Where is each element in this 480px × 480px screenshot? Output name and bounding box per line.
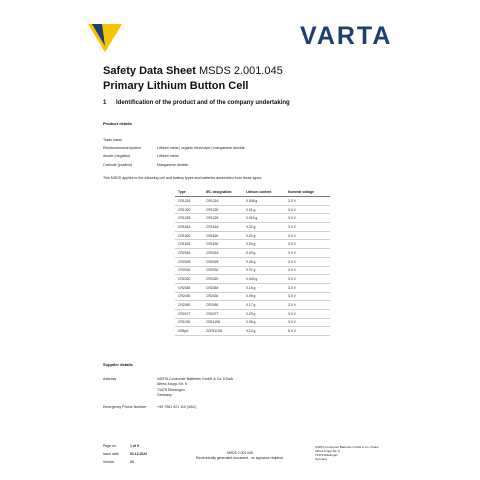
nominal-voltage: 3.0 V	[286, 275, 330, 284]
iec-designation: CR2450	[204, 301, 244, 310]
column-header-voltage: Nominal voltage	[286, 188, 330, 197]
page-label: Page no.	[103, 444, 117, 448]
address-lines	[157, 377, 233, 399]
iec-designation: CR1616	[204, 223, 244, 232]
table-row	[175, 301, 330, 310]
cell-type: CR1216	[175, 197, 204, 206]
iec-designation: CR1632	[204, 240, 244, 249]
lithium-content: 0.12 g	[244, 327, 286, 336]
footer-company	[315, 446, 378, 462]
nominal-voltage: 3.0 V	[286, 205, 330, 214]
cell-type: CR2354	[175, 283, 204, 292]
kv-value: Lithium metal | organic electrolyte | manganese dioxide	[157, 146, 245, 150]
lithium-content: 0.02 g	[244, 231, 286, 240]
table-row	[175, 327, 330, 336]
table-row	[175, 309, 330, 318]
msds-code: MSDS 2.001.045	[199, 65, 283, 77]
table-row	[175, 240, 330, 249]
cell-type: CR2430	[175, 292, 204, 301]
cell-type: CR2320	[175, 275, 204, 284]
kv-label: Cathode (positive)	[103, 163, 133, 167]
table-row	[175, 318, 330, 327]
nominal-voltage: 3.0 V	[286, 249, 330, 258]
iec-designation: CR2016	[204, 249, 244, 258]
footer-company-line: 73479 Ellwangen	[315, 452, 339, 457]
applicability-note: This MSDS applies to the following cell and battery types and batteries assembled from these types.	[103, 176, 263, 180]
lithium-content: 0.05 g	[244, 257, 286, 266]
cell-type: V28pxl	[175, 327, 204, 336]
footer-company-line: Germany	[315, 456, 328, 461]
table-row	[175, 283, 330, 292]
lithium-content: 0.03 g	[244, 249, 286, 258]
cell-type: CR1220	[175, 205, 204, 214]
lithium-content: 0.04 g	[244, 240, 286, 249]
kv-value: Manganese dioxide	[157, 163, 189, 167]
page-number: 1 of 9	[130, 444, 139, 448]
issue-date: 02.12.2022	[130, 452, 147, 456]
table-row	[175, 266, 330, 275]
lithium-content: 0.008 g	[244, 197, 286, 206]
issue-label: Issue date	[103, 452, 119, 456]
cell-type: CR1225	[175, 214, 204, 223]
table-row	[175, 257, 330, 266]
table-row	[175, 231, 330, 240]
supplier-details-heading: Supplier details	[103, 362, 133, 367]
cell-type: CR2016	[175, 249, 204, 258]
lithium-content: 0.17 g	[244, 301, 286, 310]
trade-name-row	[103, 138, 157, 142]
varta-logo-icon	[88, 24, 122, 52]
table-header-row	[175, 188, 330, 197]
emergency-label: Emergency Phone Number	[103, 405, 147, 409]
nominal-voltage: 3.0 V	[286, 223, 330, 232]
cell-type: CR1616	[175, 223, 204, 232]
nominal-voltage: 3.0 V	[286, 318, 330, 327]
version-label: Version	[103, 460, 115, 464]
nominal-voltage: 6.0 V	[286, 327, 330, 336]
table-row	[175, 223, 330, 232]
table-row	[175, 214, 330, 223]
iec-designation: CR1620	[204, 231, 244, 240]
iec-designation: CR1220	[204, 205, 244, 214]
iec-designation: CR2430	[204, 292, 244, 301]
kv-label: Anode (negative)	[103, 154, 131, 158]
cell-types-table	[175, 188, 330, 336]
address-line: Germany	[157, 393, 172, 398]
lithium-content: 0.01 g	[244, 205, 286, 214]
table-body	[175, 197, 330, 336]
footer-signature-note: Electronically generated document - no signature required.	[195, 456, 285, 460]
address-line: VARTA Consumer Batteries GmbH & Co. KGaA	[157, 377, 233, 381]
section-number: 1	[103, 100, 107, 106]
lithium-content: 0.29 g	[244, 309, 286, 318]
kv-label: Electrochemical system	[103, 146, 141, 150]
table-row	[175, 292, 330, 301]
nominal-voltage: 3.0 V	[286, 240, 330, 249]
cell-type: CR2025	[175, 257, 204, 266]
address-line: Alfred-Krupp-Str. 9	[157, 382, 187, 387]
table-row	[175, 197, 330, 206]
lithium-content: 0.02 g	[244, 223, 286, 232]
iec-designation: CR2320	[204, 275, 244, 284]
column-header-iec: IEC designation	[204, 188, 244, 197]
nominal-voltage: 3.0 V	[286, 283, 330, 292]
cell-type: CR2477	[175, 309, 204, 318]
address-block	[103, 377, 233, 399]
brand-wordmark: VARTA	[300, 22, 393, 50]
iec-designation: CR2025	[204, 257, 244, 266]
footer-version-row	[103, 460, 147, 468]
kv-value: Lithium metal	[157, 154, 179, 158]
emergency-phone: +49 7961 921 110 (VAC)	[157, 405, 197, 409]
lithium-content: 0.06 g	[244, 318, 286, 327]
nominal-voltage: 3.0 V	[286, 197, 330, 206]
iec-designation: CR11108	[204, 318, 244, 327]
document-subtitle: Primary Lithium Button Cell	[103, 80, 249, 92]
footer-doc-code: MSDS 2.001.045	[227, 451, 253, 455]
title-main: Safety Data Sheet	[103, 65, 196, 77]
iec-designation: CR1225	[204, 214, 244, 223]
lithium-content: 0.15 g	[244, 283, 286, 292]
address-line: 73479 Ellwangen	[157, 387, 185, 392]
lithium-content: 0.09 g	[244, 292, 286, 301]
cell-type: CR1/3N	[175, 318, 204, 327]
nominal-voltage: 3.0 V	[286, 292, 330, 301]
section-title: Identification of the product and of the company undertaking	[116, 100, 290, 106]
version-number: 23	[130, 460, 134, 464]
cell-type: CR1620	[175, 231, 204, 240]
table-row	[175, 205, 330, 214]
nominal-voltage: 3.0 V	[286, 214, 330, 223]
iec-designation: CR1216	[204, 197, 244, 206]
table-row	[175, 275, 330, 284]
nominal-voltage: 3.0 V	[286, 301, 330, 310]
emergency-phone-row	[103, 405, 196, 409]
cathode-row	[103, 163, 188, 167]
product-details-heading: Product details	[103, 121, 132, 126]
section-1-heading	[103, 100, 290, 106]
footer-company-line: VARTA Consumer Batteries GmbH & Co. KGaA	[315, 445, 379, 449]
kv-label: Trade name	[103, 138, 123, 142]
iec-designation: 2CR11108	[204, 327, 244, 336]
cell-type: CR1632	[175, 240, 204, 249]
cell-type: CR2450	[175, 301, 204, 310]
iec-designation: CR2477	[204, 309, 244, 318]
table-row	[175, 249, 330, 258]
iec-designation: CR2032	[204, 266, 244, 275]
document-title	[103, 65, 283, 77]
iec-designation: CR2354	[204, 283, 244, 292]
anode-row	[103, 154, 178, 158]
footer-company-line: Alfred-Krupp-Str. 9	[315, 448, 340, 453]
lithium-content: 0.043 g	[244, 275, 286, 284]
lithium-content: 0.015 g	[244, 214, 286, 223]
electrochemical-system-row	[103, 146, 245, 150]
cell-type: CR2032	[175, 266, 204, 275]
nominal-voltage: 3.0 V	[286, 266, 330, 275]
nominal-voltage: 3.0 V	[286, 257, 330, 266]
column-header-lithium: Lithium content	[244, 188, 286, 197]
lithium-content: 0.07 g	[244, 266, 286, 275]
nominal-voltage: 3.0 V	[286, 309, 330, 318]
nominal-voltage: 3.0 V	[286, 231, 330, 240]
column-header-type: Type	[175, 188, 204, 197]
address-label: Address	[103, 377, 117, 381]
